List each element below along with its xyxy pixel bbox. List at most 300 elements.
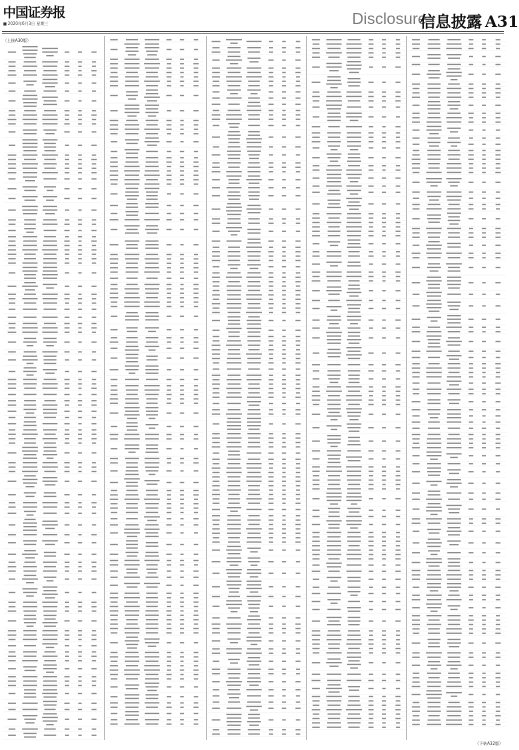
table-cell-text <box>167 518 172 519</box>
table-cell-text <box>111 503 118 504</box>
table-cell-text <box>496 257 501 258</box>
table-cell-text <box>428 222 440 223</box>
table-cell-text <box>482 92 486 93</box>
table-cell-text <box>412 74 420 75</box>
table-cell-text <box>180 284 183 285</box>
table-cell-text <box>247 446 260 447</box>
table-cell-text <box>212 41 221 42</box>
table-cell-text <box>282 47 286 48</box>
table-cell-text <box>348 57 361 58</box>
table-cell-text <box>447 97 462 98</box>
table-cell-text <box>125 615 139 616</box>
table-cell-text <box>327 343 341 344</box>
table-cell-text <box>247 681 261 682</box>
table-cell-text <box>495 415 500 416</box>
table-cell-text <box>46 580 53 581</box>
table-cell-text <box>23 602 37 603</box>
table-cell-text <box>448 182 459 183</box>
table-cell-text <box>482 245 486 246</box>
table-cell-text <box>8 656 16 657</box>
table-cell-text <box>368 680 373 681</box>
table-cell-text <box>110 398 118 399</box>
table-cell-text <box>412 129 419 130</box>
table-row <box>208 657 306 667</box>
table-cell-text <box>247 519 260 520</box>
table-cell-text <box>382 222 386 223</box>
table-cell-text <box>495 253 500 254</box>
table-cell-text <box>447 243 461 244</box>
table-cell-text <box>348 358 360 359</box>
table-cell-text <box>268 485 273 486</box>
table-cell-text <box>146 195 157 196</box>
table-row <box>4 379 102 382</box>
table-cell-text <box>110 610 119 611</box>
table-cell-text <box>166 254 171 255</box>
table-cell-text <box>396 213 400 214</box>
table-cell-text <box>24 228 35 229</box>
table-cell-text <box>382 364 386 365</box>
table-row <box>106 569 204 576</box>
table-row <box>408 68 506 82</box>
table-cell-text <box>368 157 373 158</box>
table-cell-text <box>346 52 361 53</box>
table-cell-text <box>313 587 320 588</box>
table-cell-text <box>9 502 15 503</box>
table-cell-text <box>469 105 474 106</box>
table-cell-text <box>282 606 286 607</box>
table-cell-text <box>348 288 360 289</box>
table-cell-text <box>194 512 198 513</box>
table-cell-text <box>43 163 56 164</box>
table-cell-text <box>269 409 273 410</box>
table-cell-text <box>124 301 139 302</box>
table-cell-text <box>193 348 198 349</box>
table-cell-text <box>346 554 361 555</box>
table-cell-text <box>269 494 273 495</box>
table-cell-text <box>22 206 38 207</box>
table-cell-text <box>24 562 35 563</box>
table-cell-text <box>126 244 137 245</box>
table-cell-text <box>167 403 172 404</box>
table-cell-text <box>247 628 261 629</box>
table-cell-text <box>125 240 139 241</box>
table-row <box>208 203 306 217</box>
table-cell-text <box>482 191 486 192</box>
table-cell-text <box>396 82 401 83</box>
table-cell-text <box>396 700 400 701</box>
table-cell-text <box>249 199 259 200</box>
table-cell-text <box>248 187 260 188</box>
table-row <box>208 733 306 736</box>
table-cell-text <box>412 642 421 643</box>
table-cell-text <box>412 499 420 500</box>
table-cell-text <box>282 231 286 232</box>
table-cell-text <box>495 105 500 106</box>
table-cell-text <box>23 356 37 357</box>
table-cell-text <box>412 652 419 653</box>
table-cell-text <box>368 96 373 97</box>
table-cell-text <box>91 249 96 250</box>
table-cell-text <box>64 309 69 310</box>
table-cell-text <box>246 689 261 690</box>
table-cell-text <box>44 496 57 497</box>
table-cell-text <box>296 481 301 482</box>
table-cell-text <box>482 724 486 725</box>
table-cell-text <box>447 587 461 588</box>
table-cell-text <box>64 676 69 677</box>
table-cell-text <box>9 302 15 303</box>
table-cell-text <box>194 329 198 330</box>
table-cell-text <box>413 587 420 588</box>
table-cell-text <box>282 708 286 709</box>
table-cell-text <box>248 119 260 120</box>
table-cell-text <box>296 661 301 662</box>
table-cell-text <box>428 327 440 328</box>
table-row <box>308 132 406 135</box>
table-cell-text <box>469 455 473 456</box>
table-cell-text <box>350 667 358 668</box>
table-cell-text <box>469 43 473 44</box>
table-row <box>208 358 306 361</box>
table-row <box>106 170 204 173</box>
table-cell-text <box>8 462 15 463</box>
table-cell-text <box>194 157 198 158</box>
page-number: A31 <box>485 12 519 31</box>
table-cell-text <box>482 208 486 209</box>
table-row <box>408 479 506 489</box>
table-row <box>4 651 102 654</box>
table-cell-text <box>110 642 118 643</box>
table-cell-text <box>23 133 36 134</box>
table-cell-text <box>482 144 485 145</box>
table-cell-text <box>167 293 171 294</box>
table-cell-text <box>8 100 15 101</box>
table-cell-text <box>348 280 359 281</box>
table-row <box>208 85 306 88</box>
table-cell-text <box>193 161 198 162</box>
table-cell-text <box>428 339 441 340</box>
table-cell-text <box>331 419 338 420</box>
table-cell-text <box>180 39 184 40</box>
table-cell-text <box>42 224 57 225</box>
table-cell-text <box>426 208 441 209</box>
table-cell-text <box>450 486 458 487</box>
table-cell-text <box>295 397 300 398</box>
table-cell-text <box>146 606 158 607</box>
table-cell-text <box>125 661 140 662</box>
table-cell-text <box>427 665 441 666</box>
table-cell-text <box>180 696 184 697</box>
table-cell-text <box>448 344 461 345</box>
table-cell-text <box>269 388 274 389</box>
table-cell-text <box>428 628 440 629</box>
table-row <box>106 105 204 119</box>
table-cell-text <box>193 570 198 571</box>
table-row <box>408 550 506 557</box>
table-cell-text <box>9 578 15 579</box>
table-cell-text <box>312 217 320 218</box>
table-row <box>208 437 306 440</box>
table-cell-text <box>78 110 82 111</box>
table-cell-text <box>495 154 500 155</box>
table-row <box>106 354 204 364</box>
table-cell-text <box>228 485 240 486</box>
table-cell-text <box>313 100 320 101</box>
table-cell-text <box>412 523 421 524</box>
table-cell-text <box>146 398 157 399</box>
table-cell-text <box>23 102 37 103</box>
table-cell-text <box>213 266 220 267</box>
table-cell-text <box>228 138 240 139</box>
table-cell-text <box>496 83 501 84</box>
table-cell-text <box>92 245 96 246</box>
table-cell-text <box>482 228 486 229</box>
table-cell-text <box>347 450 360 451</box>
table-cell-text <box>92 351 96 352</box>
table-row <box>408 54 506 62</box>
table-cell-text <box>268 251 273 252</box>
table-cell-text <box>92 82 97 83</box>
table-cell-text <box>269 729 273 730</box>
table-cell-text <box>282 423 286 424</box>
table-cell-text <box>248 388 260 389</box>
table-cell-text <box>125 108 139 109</box>
table-cell-text <box>496 97 501 98</box>
table-row <box>408 237 506 240</box>
table-cell-text <box>194 597 199 598</box>
table-cell-text <box>428 163 440 164</box>
table-cell-text <box>9 114 16 115</box>
table-cell-text <box>282 330 286 331</box>
table-cell-text <box>329 70 338 71</box>
table-cell-text <box>227 528 240 529</box>
table-cell-text <box>145 524 158 525</box>
table-cell-text <box>146 552 159 553</box>
table-cell-text <box>8 481 17 482</box>
table-cell-text <box>347 145 361 146</box>
table-cell-text <box>382 327 386 328</box>
table-row <box>4 163 102 166</box>
table-cell-text <box>412 401 421 402</box>
table-cell-text <box>368 52 373 53</box>
table-cell-text <box>213 388 220 389</box>
table-cell-text <box>166 141 171 142</box>
table-cell-text <box>382 226 386 227</box>
table-cell-text <box>447 715 460 716</box>
table-cell-text <box>496 673 501 674</box>
table-cell-text <box>282 187 286 188</box>
table-cell-text <box>248 368 260 369</box>
table-row <box>106 133 204 136</box>
table-cell-text <box>42 172 58 173</box>
table-cell-text <box>126 665 138 666</box>
table-row <box>106 254 204 257</box>
table-cell-text <box>145 467 159 468</box>
table-cell-text <box>427 711 441 712</box>
table-cell-text <box>45 544 55 545</box>
table-cell-text <box>331 429 337 430</box>
table-cell-text <box>26 582 34 583</box>
table-cell-text <box>145 47 160 48</box>
table-cell-text <box>227 729 240 730</box>
table-cell-text <box>428 101 440 102</box>
table-cell-text <box>447 280 461 281</box>
table-cell-text <box>382 235 386 236</box>
table-cell-text <box>78 145 82 146</box>
table-cell-text <box>496 137 500 138</box>
table-cell-text <box>227 340 241 341</box>
table-cell-text <box>268 187 273 188</box>
table-cell-text <box>349 295 358 296</box>
table-row <box>408 409 506 412</box>
table-cell-text <box>78 119 82 120</box>
table-cell-text <box>250 576 258 577</box>
table-cell-text <box>78 534 81 535</box>
table-cell-text <box>91 534 96 535</box>
table-cell-text <box>45 528 55 529</box>
table-cell-text <box>469 443 473 444</box>
table-cell-text <box>22 434 38 435</box>
table-cell-text <box>426 253 441 254</box>
table-cell-text <box>146 124 157 125</box>
table-cell-text <box>78 323 82 324</box>
table-cell-text <box>369 713 374 714</box>
table-cell-text <box>23 176 37 177</box>
table-row <box>4 196 102 203</box>
table-cell-text <box>482 363 486 364</box>
table-cell-text <box>180 678 184 679</box>
table-cell-text <box>313 713 320 714</box>
table-cell-text <box>448 624 460 625</box>
table-cell-text <box>412 113 419 114</box>
table-cell-text <box>482 198 485 199</box>
table-cell-text <box>247 67 262 68</box>
table-cell-text <box>146 72 158 73</box>
table-cell-text <box>269 467 273 468</box>
table-cell-text <box>268 695 273 696</box>
table-cell-text <box>145 105 159 106</box>
header-rule-thin <box>2 33 504 34</box>
table-cell-text <box>23 522 37 523</box>
table-cell-text <box>167 570 171 571</box>
table-cell-text <box>412 191 420 192</box>
table-cell-text <box>395 554 400 555</box>
table-cell-text <box>348 157 360 158</box>
table-row <box>308 39 406 42</box>
table-cell-text <box>212 349 220 350</box>
table-cell-text <box>446 117 462 118</box>
table-cell-text <box>24 634 37 635</box>
table-cell-text <box>167 462 171 463</box>
table-cell-text <box>22 46 37 47</box>
table-cell-text <box>167 63 171 64</box>
table-cell-text <box>65 51 70 52</box>
table-cell-text <box>78 159 82 160</box>
table-cell-text <box>180 719 184 720</box>
table-cell-text <box>369 475 373 476</box>
table-cell-text <box>23 114 37 115</box>
table-row <box>106 385 204 388</box>
table-row <box>408 518 506 521</box>
table-cell-text <box>78 578 82 579</box>
table-cell-text <box>382 137 385 138</box>
table-cell-text <box>180 385 184 386</box>
table-row <box>408 503 506 517</box>
table-cell-text <box>346 300 362 301</box>
table-cell-text <box>282 290 286 291</box>
table-row <box>308 280 406 283</box>
table-cell-text <box>369 308 374 309</box>
table-cell-text <box>348 243 360 244</box>
table-cell-text <box>382 169 385 170</box>
table-cell-text <box>92 110 96 111</box>
table-cell-text <box>180 301 184 302</box>
table-cell-text <box>496 483 501 484</box>
table-cell-text <box>166 219 171 220</box>
table-cell-text <box>448 220 461 221</box>
table-cell-text <box>428 97 440 98</box>
table-row <box>208 223 306 226</box>
table-cell-text <box>412 376 419 377</box>
table-row <box>308 680 406 683</box>
table-cell-text <box>226 76 242 77</box>
table-cell-text <box>348 532 361 533</box>
table-cell-text <box>369 510 373 511</box>
table-cell-text <box>295 409 300 410</box>
table-cell-text <box>124 628 139 629</box>
table-cell-text <box>111 348 118 349</box>
table-cell-text <box>328 587 340 588</box>
table-cell-text <box>412 305 419 306</box>
table-cell-text <box>213 110 220 111</box>
table-cell-text <box>347 639 361 640</box>
table-cell-text <box>65 70 70 71</box>
table-cell-text <box>111 157 118 158</box>
table-cell-text <box>268 669 273 670</box>
table-cell-text <box>348 660 359 661</box>
table-cell-text <box>78 394 81 395</box>
table-cell-text <box>312 222 319 223</box>
table-cell-text <box>126 157 138 158</box>
table-cell-text <box>282 285 286 286</box>
table-cell-text <box>413 508 420 509</box>
table-cell-text <box>212 541 219 542</box>
table-row <box>308 435 406 449</box>
table-cell-text <box>126 39 138 40</box>
table-cell-text <box>91 620 96 621</box>
table-cell-text <box>146 51 158 52</box>
table-cell-text <box>347 536 361 537</box>
table-cell-text <box>412 327 420 328</box>
table-cell-text <box>78 494 82 495</box>
table-cell-text <box>282 628 286 629</box>
table-cell-text <box>496 492 501 493</box>
table-cell-text <box>396 290 401 291</box>
table-cell-text <box>228 191 240 192</box>
table-cell-text <box>382 524 386 525</box>
table-cell-text <box>427 214 441 215</box>
table-cell-text <box>248 442 260 443</box>
table-cell-text <box>428 646 440 647</box>
table-cell-text <box>212 437 220 438</box>
table-cell-text <box>328 190 339 191</box>
table-cell-text <box>382 82 386 83</box>
table-cell-text <box>167 297 171 298</box>
table-cell-text <box>248 154 259 155</box>
table-cell-text <box>125 379 139 380</box>
table-cell-text <box>448 428 460 429</box>
table-cell-text <box>282 463 285 464</box>
